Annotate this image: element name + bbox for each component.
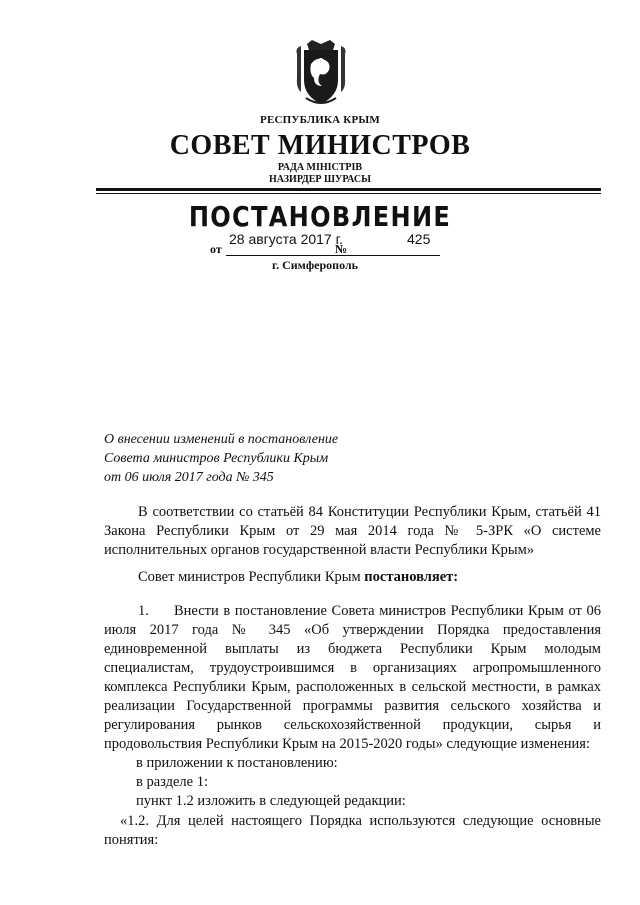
- header-divider-thick: [96, 188, 601, 191]
- council-title: СОВЕТ МИНИСТРОВ: [169, 130, 471, 161]
- city-label: г. Симферополь: [272, 258, 358, 272]
- resolution-paragraph: [104, 568, 601, 587]
- number-label: №: [335, 242, 348, 256]
- definition-paragraph: «1.2. Для целей настоящего Порядка используются следующие основные понятия:: [104, 813, 601, 848]
- number-underline: [352, 255, 440, 256]
- clause-text: Внести в постановление Совета министров Республики Крым от 06 июля 2017 года № 345 «Об утверждении Порядка предоставления единовременной выплаты из бюджета Республики Крым молодым специалистам, трудоустроившимся в организациях агропромышленного комплекса Республики Крым, расположенных в сельской местности, в рамках реализации Государственной программы развития сельского хозяйства и регулирования рынков сельскохозяйственной продукции, сырья и продовольствия Республики Крым на 2015-2020 годы» следующие изменения:: [104, 603, 601, 752]
- subject-line: от 06 июля 2017 года № 345: [104, 470, 274, 485]
- resolution-keyword: постановляет:: [364, 569, 459, 585]
- document-type-title: ПОСТАНОВЛЕНИЕ: [188, 200, 452, 233]
- nazir-label: НАЗИРДЕР ШУРАСЫ: [269, 174, 371, 185]
- subject-line: Совета министров Республики Крым: [104, 451, 329, 466]
- rada-label: РАДА МІНІСТРІВ: [277, 162, 363, 173]
- clause-1-paragraph: [104, 602, 601, 754]
- amendment-line: пункт 1.2 изложить в следующей редакции:: [136, 793, 406, 809]
- document-date: 28 августа 2017 г.: [229, 231, 343, 247]
- subject-line: О внесении изменений в постановление: [104, 432, 339, 447]
- header-divider-thin: [96, 193, 601, 194]
- clause-number: 1.: [138, 603, 149, 619]
- document-number: 425: [407, 231, 431, 247]
- resolution-text: Совет министров Республики Крым: [138, 569, 365, 585]
- amendment-line: в приложении к постановлению:: [136, 755, 338, 771]
- crimea-coat-of-arms-icon: [292, 38, 350, 108]
- amendment-line: в разделе 1:: [136, 774, 209, 790]
- date-from-label: от: [210, 242, 222, 256]
- document-subject: [104, 430, 338, 487]
- republic-label: РЕСПУБЛИКА КРЫМ: [260, 114, 380, 126]
- preamble-paragraph: В соответствии со статьёй 84 Конституции Республики Крым, статьёй 41 Закона Республики Крым от 29 мая 2014 года № 5-ЗРК «О системе исполнительных органов государственной власти Республики Крым»: [104, 504, 601, 558]
